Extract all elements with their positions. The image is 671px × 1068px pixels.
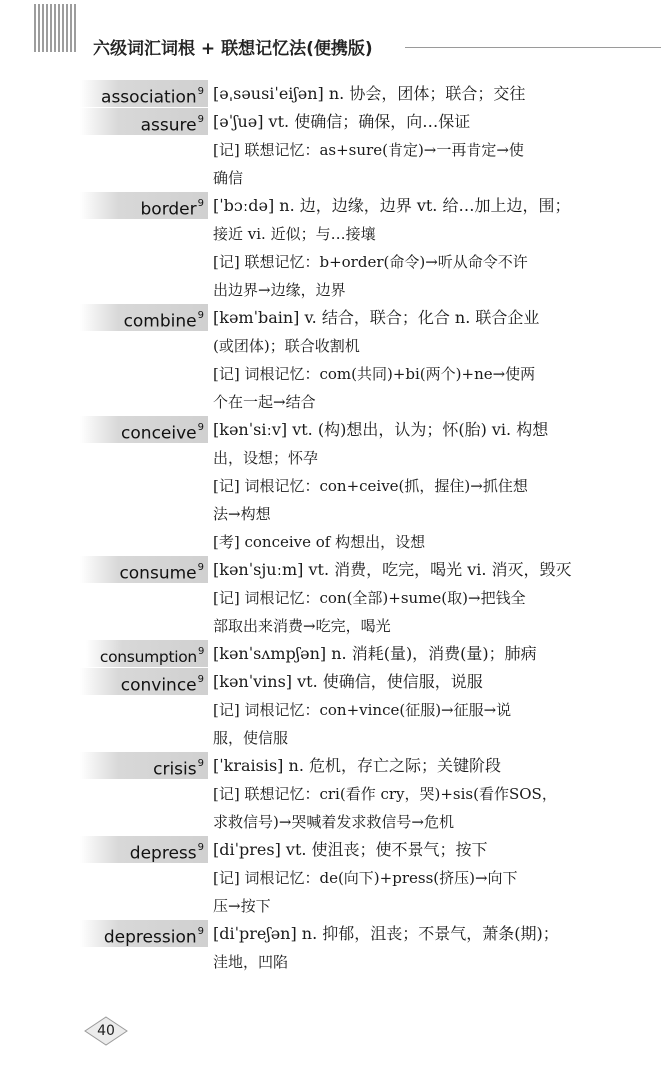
entry-text-line: 求救信号)→哭喊着发求救信号→危机 <box>213 813 454 831</box>
entry-body <box>213 836 613 920</box>
vocab-entry-conceive <box>0 416 671 556</box>
entry-body <box>213 668 613 752</box>
headword-level: 9 <box>197 562 204 573</box>
headword-level: 9 <box>197 422 204 433</box>
page-header-title: 六级词汇词根 + 联想记忆法(便携版) <box>93 39 373 59</box>
headword-box <box>80 416 208 443</box>
definition-line: [kənˈsjuːm] vt. 消费，吃完，喝光 vi. 消灭，毁灭 <box>213 560 572 579</box>
entry-text-line: 压→按下 <box>213 897 271 915</box>
vocab-entry-crisis <box>0 752 671 836</box>
entry-text-line: [记] 词根记忆：con(全部)+sume(取)→把钱全 <box>213 589 526 607</box>
headword: depress <box>129 843 197 864</box>
entry-text-line: [记] 词根记忆：con+vince(征服)→征服→说 <box>213 701 512 719</box>
headword-box <box>80 80 208 107</box>
headword-box <box>80 752 208 779</box>
entry-text-line: [考] conceive of 构想出，设想 <box>213 533 426 551</box>
entry-body <box>213 80 613 108</box>
definition-line: [ˈbɔːdə] n. 边，边缘，边界 vt. 给…加上边，围； <box>213 196 571 215</box>
headword-level: 9 <box>197 198 204 209</box>
entry-body <box>213 416 613 556</box>
headword: assure <box>140 115 197 136</box>
entry-text-line: 服，使信服 <box>213 729 289 747</box>
definition-line: [ˈkraisis] n. 危机，存亡之际；关键阶段 <box>213 756 501 775</box>
entry-text-line: [记] 联想记忆：cri(看作 cry，哭)+sis(看作SOS， <box>213 785 557 803</box>
entry-body <box>213 108 613 192</box>
definition-line: [kənˈvins] vt. 使确信，使信服，说服 <box>213 672 483 691</box>
definition-line: [əˈʃuə] vt. 使确信；确保，向…保证 <box>213 112 471 131</box>
headword: depression <box>103 927 197 948</box>
entry-text-line: 部取出来消费→吃完，喝光 <box>213 617 391 635</box>
page-number-text: 40 <box>97 1023 115 1039</box>
headword-box <box>80 192 208 219</box>
entry-text-line: 确信 <box>213 169 244 187</box>
vocab-entry-depression <box>0 920 671 976</box>
header-decoration <box>34 4 78 52</box>
headword: consume <box>119 563 197 584</box>
entry-body <box>213 192 613 304</box>
vocab-entry-combine <box>0 304 671 416</box>
vocabulary-entries <box>0 80 671 976</box>
page-number <box>84 1016 128 1046</box>
headword-level: 9 <box>197 926 204 937</box>
headword: conceive <box>121 423 197 444</box>
headword-level: 9 <box>197 758 204 769</box>
entry-body <box>213 640 613 668</box>
entry-text-line: 个在一起→结合 <box>213 393 316 411</box>
vocab-entry-depress <box>0 836 671 920</box>
headword: consumption <box>99 648 197 667</box>
vocab-entry-association <box>0 80 671 108</box>
headword: association <box>101 87 197 108</box>
entry-body <box>213 920 613 976</box>
entry-text-line: 洼地，凹陷 <box>213 953 289 971</box>
headword-box <box>80 920 208 947</box>
headword-level: 9 <box>197 646 204 657</box>
headword-level: 9 <box>197 86 204 97</box>
entry-text-line: [记] 联想记忆：as+sure(肯定)→一再肯定→使 <box>213 141 524 159</box>
definition-line: [əˌsəusiˈeiʃən] n. 协会，团体；联合；交往 <box>213 84 526 103</box>
entry-text-line: 法→构想 <box>213 505 271 523</box>
vocab-entry-border <box>0 192 671 304</box>
definition-line: [diˈpreʃən] n. 抑郁，沮丧；不景气，萧条(期)； <box>213 924 559 943</box>
headword-box <box>80 836 208 863</box>
header-rule <box>405 47 661 48</box>
headword: combine <box>123 311 197 332</box>
entry-body <box>213 752 613 836</box>
entry-text-line: [记] 词根记忆：de(向下)+press(挤压)→向下 <box>213 869 518 887</box>
entry-text-line: [记] 词根记忆：con+ceive(抓，握住)→抓住想 <box>213 477 528 495</box>
headword: convince <box>120 675 197 696</box>
headword-level: 9 <box>197 114 204 125</box>
headword-level: 9 <box>197 310 204 321</box>
vocab-entry-consume <box>0 556 671 640</box>
entry-text-line: 接近 vi. 近似；与…接壤 <box>213 225 376 243</box>
definition-line: [kənˈsiːv] vt. (构)想出，认为；怀(胎) vi. 构想 <box>213 420 549 439</box>
entry-text-line: (或团体)；联合收割机 <box>213 337 360 355</box>
headword: border <box>140 199 197 220</box>
definition-line: [diˈpres] vt. 使沮丧；使不景气；按下 <box>213 840 488 859</box>
headword-level: 9 <box>197 842 204 853</box>
headword-box <box>80 304 208 331</box>
entry-body <box>213 556 613 640</box>
headword-level: 9 <box>197 674 204 685</box>
headword-box <box>80 556 208 583</box>
vocab-entry-assure <box>0 108 671 192</box>
headword-box <box>80 668 208 695</box>
definition-line: [kənˈsʌmpʃən] n. 消耗(量)，消费(量)；肺病 <box>213 644 537 663</box>
definition-line: [kəmˈbain] v. 结合，联合；化合 n. 联合企业 <box>213 308 540 327</box>
entry-body <box>213 304 613 416</box>
headword-box <box>80 108 208 135</box>
entry-text-line: 出边界→边缘，边界 <box>213 281 346 299</box>
vocab-entry-convince <box>0 668 671 752</box>
headword: crisis <box>153 759 197 780</box>
entry-text-line: 出，设想；怀孕 <box>213 449 319 467</box>
entry-text-line: [记] 联想记忆：b+order(命令)→听从命令不许 <box>213 253 528 271</box>
vocab-entry-consumption <box>0 640 671 668</box>
headword-box <box>86 640 208 667</box>
entry-text-line: [记] 词根记忆：com(共同)+bi(两个)+ne→使两 <box>213 365 536 383</box>
